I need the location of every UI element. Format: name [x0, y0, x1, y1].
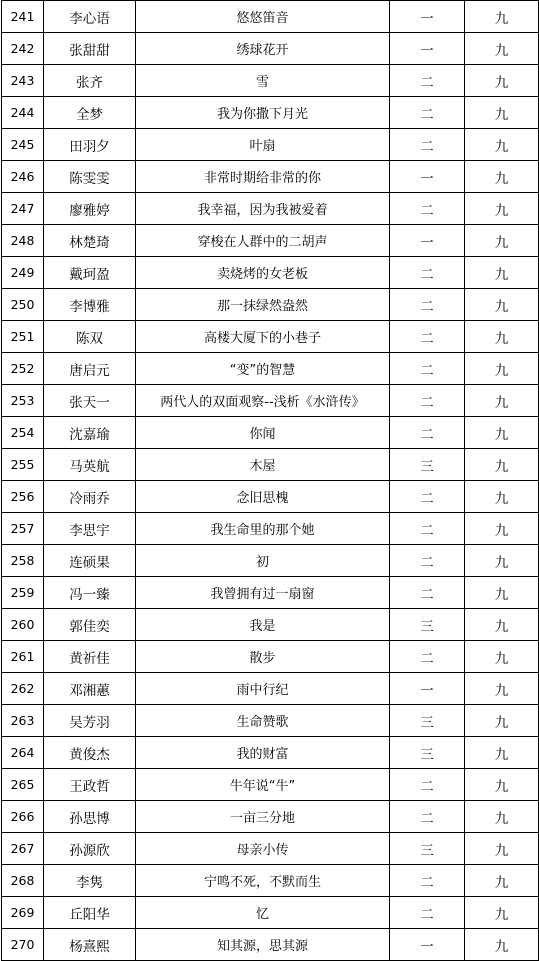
serial-number-cell: 248	[2, 225, 44, 257]
essay-title-cell: 宁鸣不死，不默而生	[136, 865, 390, 897]
student-name-cell: 冯一臻	[44, 577, 136, 609]
table-row	[2, 673, 539, 705]
prize-level-cell: 一	[390, 673, 465, 705]
essay-title-cell: 我为你撒下月光	[136, 97, 390, 129]
table-row	[2, 481, 539, 513]
serial-number-cell: 260	[2, 609, 44, 641]
grade-cell: 九	[465, 193, 539, 225]
prize-level-cell: 二	[390, 321, 465, 353]
prize-level-cell: 二	[390, 417, 465, 449]
table-row	[2, 1, 539, 33]
essay-title-cell: “变”的智慧	[136, 353, 390, 385]
prize-level-cell: 二	[390, 545, 465, 577]
prize-level-cell: 一	[390, 33, 465, 65]
prize-level-cell: 二	[390, 897, 465, 929]
essay-title-cell: 我生命里的那个她	[136, 513, 390, 545]
essay-title-cell: 你闻	[136, 417, 390, 449]
serial-number-cell: 258	[2, 545, 44, 577]
table-row	[2, 385, 539, 417]
table-row	[2, 801, 539, 833]
table-row	[2, 897, 539, 929]
grade-cell: 九	[465, 609, 539, 641]
serial-number-cell: 243	[2, 65, 44, 97]
grade-cell: 九	[465, 417, 539, 449]
grade-cell: 九	[465, 673, 539, 705]
student-name-cell: 黄俊杰	[44, 737, 136, 769]
table-row	[2, 65, 539, 97]
grade-cell: 九	[465, 513, 539, 545]
prize-level-cell: 三	[390, 449, 465, 481]
essay-title-cell: 卖烧烤的女老板	[136, 257, 390, 289]
student-name-cell: 吴芳羽	[44, 705, 136, 737]
grade-cell: 九	[465, 33, 539, 65]
essay-title-cell: 高楼大厦下的小巷子	[136, 321, 390, 353]
prize-level-cell: 三	[390, 737, 465, 769]
table-row	[2, 577, 539, 609]
grade-cell: 九	[465, 897, 539, 929]
essay-title-cell: 我的财富	[136, 737, 390, 769]
essay-title-cell: 我是	[136, 609, 390, 641]
serial-number-cell: 249	[2, 257, 44, 289]
prize-level-cell: 二	[390, 193, 465, 225]
table-row	[2, 289, 539, 321]
prize-level-cell: 二	[390, 481, 465, 513]
student-name-cell: 李思宇	[44, 513, 136, 545]
prize-level-cell: 一	[390, 929, 465, 961]
student-name-cell: 孙源欣	[44, 833, 136, 865]
table-row	[2, 353, 539, 385]
table-row	[2, 545, 539, 577]
student-name-cell: 林楚琦	[44, 225, 136, 257]
table-row	[2, 705, 539, 737]
prize-level-cell: 二	[390, 289, 465, 321]
serial-number-cell: 241	[2, 1, 44, 33]
grade-cell: 九	[465, 97, 539, 129]
essay-title-cell: 雨中行纪	[136, 673, 390, 705]
prize-level-cell: 二	[390, 385, 465, 417]
student-name-cell: 田羽夕	[44, 129, 136, 161]
grade-cell: 九	[465, 929, 539, 961]
student-name-cell: 张齐	[44, 65, 136, 97]
grade-cell: 九	[465, 481, 539, 513]
student-name-cell: 张甜甜	[44, 33, 136, 65]
prize-level-cell: 一	[390, 161, 465, 193]
student-name-cell: 冷雨乔	[44, 481, 136, 513]
student-name-cell: 邓湘蕙	[44, 673, 136, 705]
student-name-cell: 张天一	[44, 385, 136, 417]
table-row	[2, 97, 539, 129]
essay-title-cell: 知其源，思其源	[136, 929, 390, 961]
student-name-cell: 沈嘉瑜	[44, 417, 136, 449]
student-name-cell: 郭佳奕	[44, 609, 136, 641]
grade-cell: 九	[465, 321, 539, 353]
grade-cell: 九	[465, 161, 539, 193]
prize-level-cell: 二	[390, 65, 465, 97]
serial-number-cell: 256	[2, 481, 44, 513]
prize-level-cell: 一	[390, 1, 465, 33]
grade-cell: 九	[465, 641, 539, 673]
grade-cell: 九	[465, 449, 539, 481]
serial-number-cell: 244	[2, 97, 44, 129]
grade-cell: 九	[465, 769, 539, 801]
table-row	[2, 321, 539, 353]
grade-cell: 九	[465, 1, 539, 33]
essay-title-cell: 忆	[136, 897, 390, 929]
prize-level-cell: 三	[390, 705, 465, 737]
serial-number-cell: 267	[2, 833, 44, 865]
grade-cell: 九	[465, 289, 539, 321]
serial-number-cell: 270	[2, 929, 44, 961]
table-row	[2, 193, 539, 225]
serial-number-cell: 252	[2, 353, 44, 385]
serial-number-cell: 265	[2, 769, 44, 801]
essay-title-cell: 绣球花开	[136, 33, 390, 65]
serial-number-cell: 259	[2, 577, 44, 609]
prize-level-cell: 二	[390, 801, 465, 833]
serial-number-cell: 247	[2, 193, 44, 225]
student-name-cell: 李博雅	[44, 289, 136, 321]
grade-cell: 九	[465, 577, 539, 609]
table-row	[2, 609, 539, 641]
student-name-cell: 王政哲	[44, 769, 136, 801]
essay-title-cell: 一亩三分地	[136, 801, 390, 833]
table-row	[2, 641, 539, 673]
table-row	[2, 449, 539, 481]
table-row	[2, 257, 539, 289]
grade-cell: 九	[465, 865, 539, 897]
serial-number-cell: 242	[2, 33, 44, 65]
essay-title-cell: 叶扇	[136, 129, 390, 161]
results-table-body	[2, 1, 539, 961]
essay-title-cell: 牛年说“牛”	[136, 769, 390, 801]
student-name-cell: 李心语	[44, 1, 136, 33]
prize-level-cell: 二	[390, 577, 465, 609]
table-row	[2, 129, 539, 161]
grade-cell: 九	[465, 737, 539, 769]
serial-number-cell: 254	[2, 417, 44, 449]
table-row	[2, 769, 539, 801]
serial-number-cell: 261	[2, 641, 44, 673]
serial-number-cell: 250	[2, 289, 44, 321]
essay-title-cell: 初	[136, 545, 390, 577]
essay-title-cell: 我曾拥有过一扇窗	[136, 577, 390, 609]
student-name-cell: 丘阳华	[44, 897, 136, 929]
essay-title-cell: 散步	[136, 641, 390, 673]
prize-level-cell: 三	[390, 833, 465, 865]
serial-number-cell: 245	[2, 129, 44, 161]
prize-level-cell: 二	[390, 641, 465, 673]
grade-cell: 九	[465, 129, 539, 161]
grade-cell: 九	[465, 833, 539, 865]
student-name-cell: 廖雅婷	[44, 193, 136, 225]
grade-cell: 九	[465, 257, 539, 289]
table-row	[2, 833, 539, 865]
prize-level-cell: 二	[390, 769, 465, 801]
student-name-cell: 黄祈佳	[44, 641, 136, 673]
grade-cell: 九	[465, 65, 539, 97]
student-name-cell: 李隽	[44, 865, 136, 897]
student-name-cell: 戴珂盈	[44, 257, 136, 289]
prize-level-cell: 二	[390, 353, 465, 385]
serial-number-cell: 269	[2, 897, 44, 929]
serial-number-cell: 255	[2, 449, 44, 481]
student-name-cell: 杨熹熙	[44, 929, 136, 961]
serial-number-cell: 264	[2, 737, 44, 769]
grade-cell: 九	[465, 545, 539, 577]
grade-cell: 九	[465, 353, 539, 385]
essay-title-cell: 生命赞歌	[136, 705, 390, 737]
prize-level-cell: 二	[390, 513, 465, 545]
student-name-cell: 全梦	[44, 97, 136, 129]
table-row	[2, 513, 539, 545]
grade-cell: 九	[465, 705, 539, 737]
student-name-cell: 孙思博	[44, 801, 136, 833]
essay-title-cell: 母亲小传	[136, 833, 390, 865]
table-row	[2, 225, 539, 257]
table-row	[2, 865, 539, 897]
essay-title-cell: 念旧思槐	[136, 481, 390, 513]
prize-level-cell: 一	[390, 225, 465, 257]
student-name-cell: 马英航	[44, 449, 136, 481]
table-row	[2, 33, 539, 65]
grade-cell: 九	[465, 225, 539, 257]
prize-level-cell: 二	[390, 97, 465, 129]
essay-title-cell: 两代人的双面观察--浅析《水浒传》	[136, 385, 390, 417]
essay-title-cell: 我幸福，因为我被爱着	[136, 193, 390, 225]
results-table	[1, 0, 539, 961]
table-row	[2, 161, 539, 193]
serial-number-cell: 263	[2, 705, 44, 737]
essay-title-cell: 木屋	[136, 449, 390, 481]
serial-number-cell: 262	[2, 673, 44, 705]
student-name-cell: 陈双	[44, 321, 136, 353]
table-row	[2, 929, 539, 961]
table-row	[2, 417, 539, 449]
serial-number-cell: 253	[2, 385, 44, 417]
prize-level-cell: 二	[390, 865, 465, 897]
essay-title-cell: 悠悠笛音	[136, 1, 390, 33]
serial-number-cell: 266	[2, 801, 44, 833]
prize-level-cell: 二	[390, 129, 465, 161]
student-name-cell: 连硕果	[44, 545, 136, 577]
essay-title-cell: 穿梭在人群中的二胡声	[136, 225, 390, 257]
serial-number-cell: 251	[2, 321, 44, 353]
prize-level-cell: 二	[390, 257, 465, 289]
essay-title-cell: 雪	[136, 65, 390, 97]
table-row	[2, 737, 539, 769]
serial-number-cell: 246	[2, 161, 44, 193]
serial-number-cell: 268	[2, 865, 44, 897]
student-name-cell: 陈雯雯	[44, 161, 136, 193]
serial-number-cell: 257	[2, 513, 44, 545]
essay-title-cell: 非常时期给非常的你	[136, 161, 390, 193]
grade-cell: 九	[465, 801, 539, 833]
grade-cell: 九	[465, 385, 539, 417]
prize-level-cell: 三	[390, 609, 465, 641]
essay-title-cell: 那一抹绿然盎然	[136, 289, 390, 321]
student-name-cell: 唐启元	[44, 353, 136, 385]
